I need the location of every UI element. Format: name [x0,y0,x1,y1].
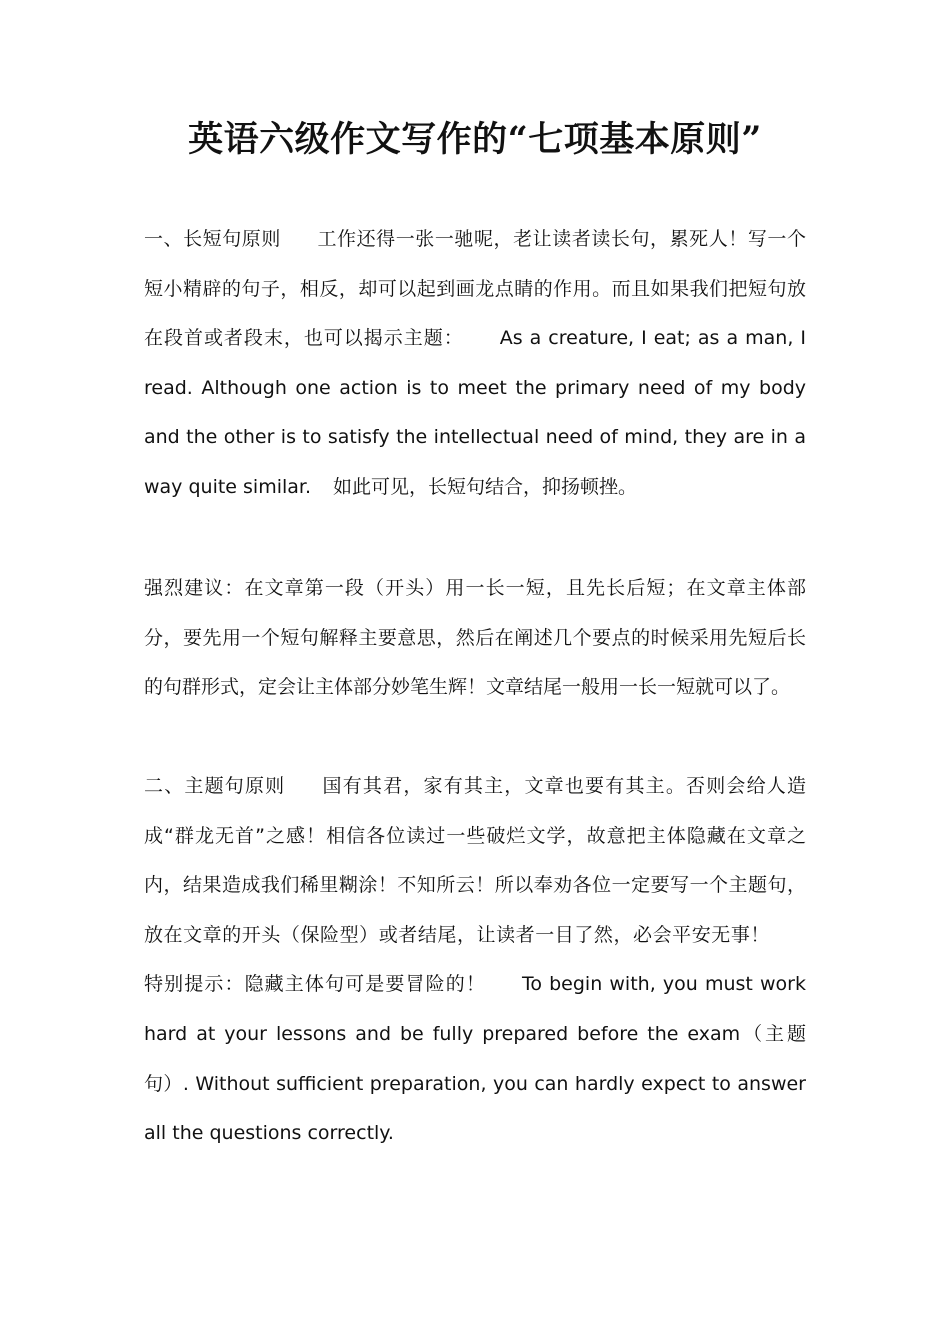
section-topic-sentence [144,762,806,1159]
section-1-example: As a creature, I eat; as a man, I read. Although one action is to meet the primary need of my body and the other is to satisfy the intellectual need of mind, they are in a way quite similar. [144,327,806,498]
section-1-conclusion: 如此可见，长短句结合，抑扬顿挫。 [333,475,638,498]
section-2-example-1: To begin with, you must work hard at your lessons and be fully prepared before the exam [144,973,806,1045]
section-2-heading: 二、主题句原则 [144,775,286,797]
section-2-example-note: （主题句） [144,1022,806,1095]
advice-paragraph: 强烈建议：在文章第一段（开头）用一长一短，且先长后短；在文章主体部分，要先用一个短句解释主要意思，然后在阐述几个要点的时候采用先短后长的句群形式，定会让主体部分妙笔生辉！文章结尾一般用一长一短就可以了。 [144,577,806,699]
section-long-short-sentence [144,215,806,513]
section-2-tip: 特别提示：隐藏主体句可是要冒险的！ [144,973,486,996]
section-1-text: 工作还得一张一驰呢，老让读者读长句，累死人！写一个短小精辟的句子，相反，却可以起到画龙点睛的作用。而且如果我们把短句放在段首或者段末，也可以揭示主题： [144,228,806,350]
section-2-example-2: . Without sufficient preparation, you can hardly expect to answer all the questions correctly. [144,1072,806,1145]
section-1-heading: 一、长短句原则 [144,228,281,250]
section-2-text: 国有其君，家有其主，文章也要有其主。否则会给人造成“群龙无首”之感！相信各位读过一些破烂文学，故意把主体隐藏在文章之内，结果造成我们稀里糊涂！不知所云！所以奉劝各位一定要写一个主题句，放在文章的开头（保险型）或者结尾，让读者一目了然，必会平安无事！ [144,775,806,946]
document-title: 英语六级作文写作的“七项基本原则” [188,119,762,160]
